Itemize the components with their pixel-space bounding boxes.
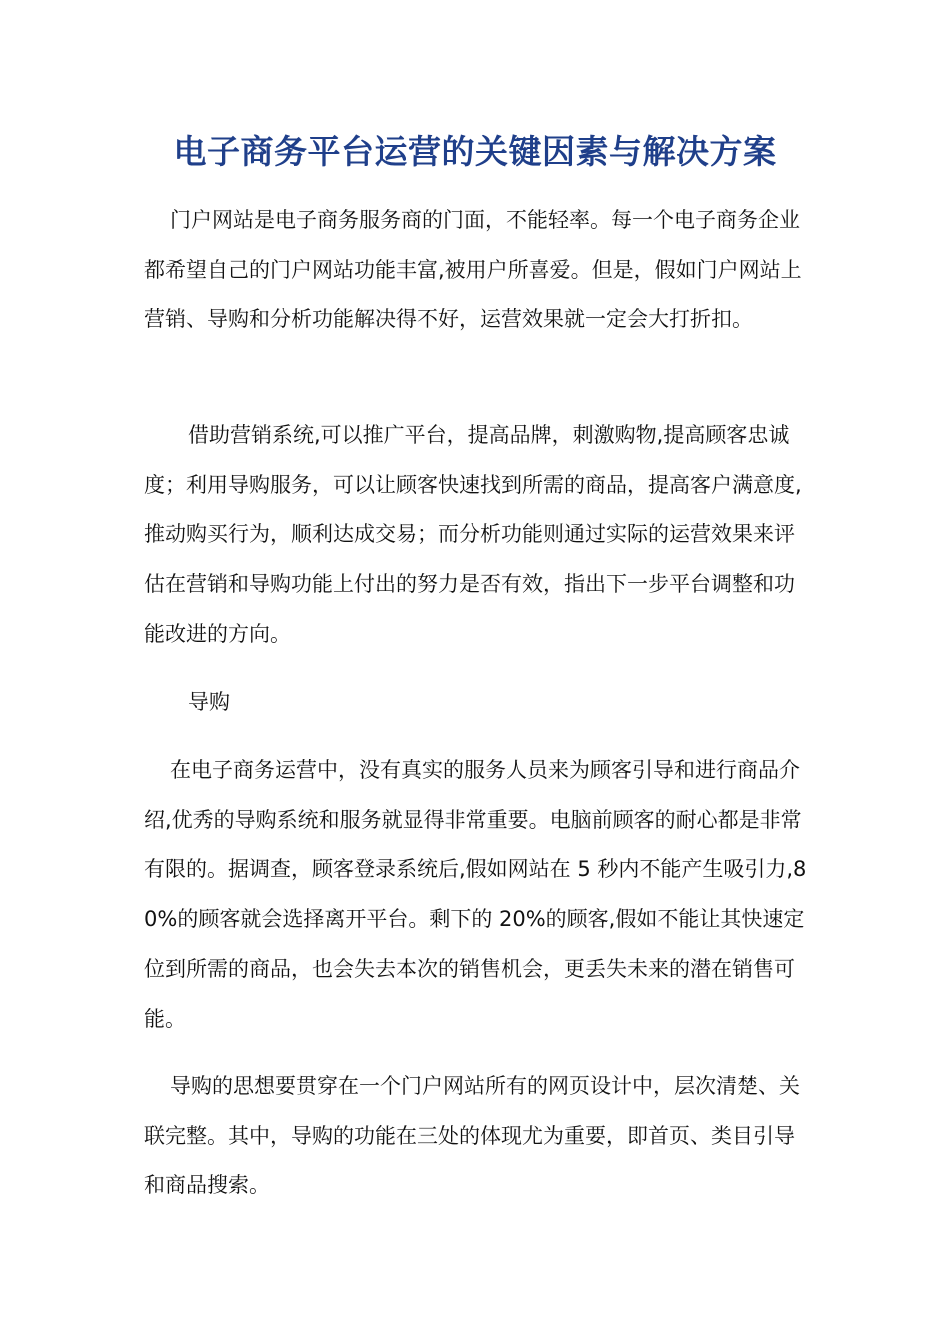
section-heading: 导购 bbox=[188, 690, 230, 714]
guide-paragraph: 在电子商务运营中，没有真实的服务人员来为顾客引导和进行商品介绍,优秀的导购系统和服务就显得非常重要。电脑前顾客的耐心都是非常有限的。据调查，顾客登录系统后,假如网站在 5 秒内不能产生吸引力,80%的顾客就会选择离开平台。剩下的 20%的顾客,假如不能让其快速定位到所需的商品，也会失去本次的销售机会，更丢失未来的潜在销售可能。 bbox=[144, 758, 807, 1031]
marketing-paragraph: 借助营销系统,可以推广平台，提高品牌，刺激购物,提高顾客忠诚度；利用导购服务，可以让顾客快速找到所需的商品，提高客户满意度,推动购买行为，顺利达成交易；而分析功能则通过实际的运营效果来评估在营销和导购功能上付出的努力是否有效，指出下一步平台调整和功能改进的方向。 bbox=[144, 423, 802, 646]
intro-paragraph: 门户网站是电子商务服务商的门面，不能轻率。每一个电子商务企业都希望自己的门户网站功能丰富,被用户所喜爱。但是，假如门户网站上营销、导购和分析功能解决得不好，运营效果就一定会大打折扣。 bbox=[144, 208, 802, 332]
guide-design-paragraph: 导购的思想要贯穿在一个门户网站所有的网页设计中，层次清楚、关联完整。其中，导购的功能在三处的体现尤为重要，即首页、类目引导和商品搜索。 bbox=[144, 1074, 800, 1198]
document-title: 电子商务平台运营的关键因素与解决方案 bbox=[173, 132, 777, 171]
